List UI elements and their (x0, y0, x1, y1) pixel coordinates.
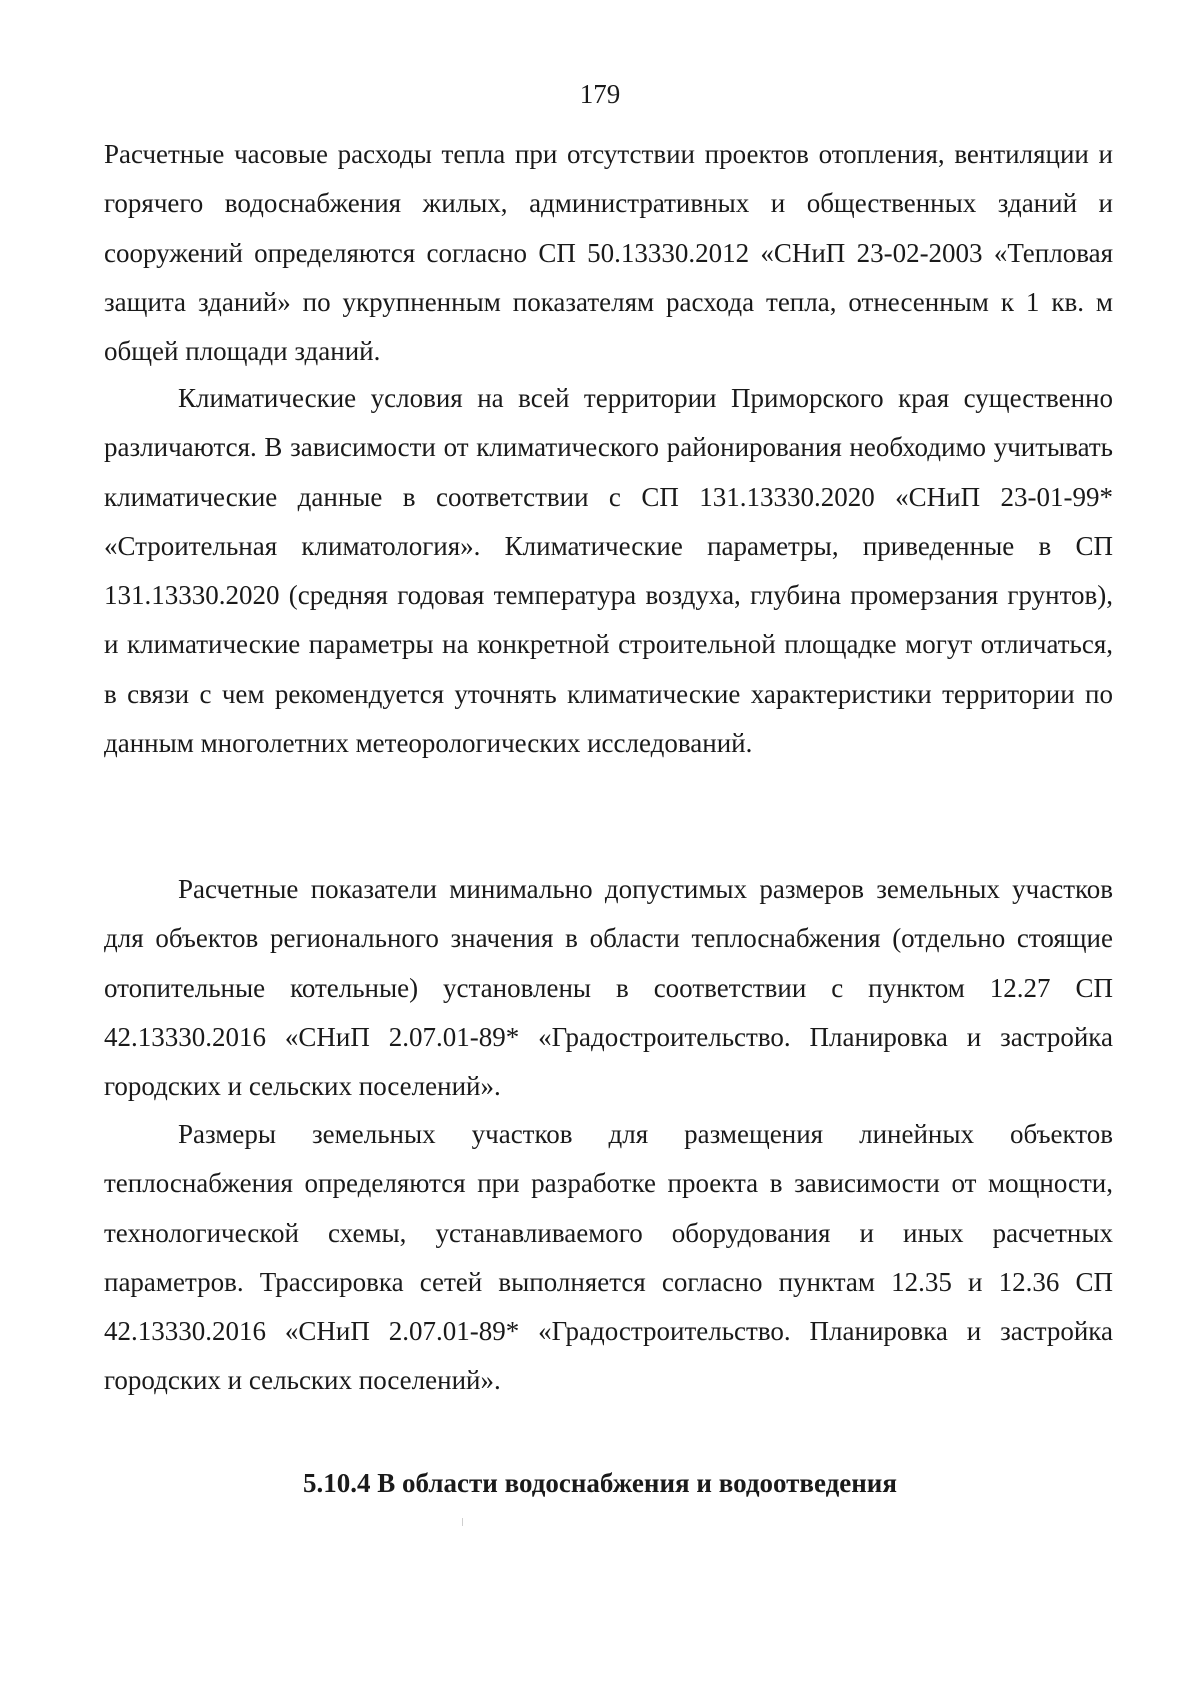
paragraph-climate-conditions (104, 374, 1113, 768)
paragraph-text: Климатические условия на всей территории Приморского края существенно различаются. В зависимости от климатического районирования необходимо учитывать климатические данные в соответствии с СП 131.13330.2020 «СНиП 23-01-99* «Строительная климатология». Климатические параметры, приведенные в СП 131.13330.2020 (средняя годовая температура воздуха, глубина промерзания грунтов), и климатические параметры на конкретной строительной площадке могут отличаться, в связи с чем рекомендуется уточнять климатические характеристики территории по данным многолетних метеорологических исследований. (104, 383, 1113, 759)
paragraph-linear-objects (104, 1110, 1113, 1406)
paragraph-land-plot-indicators (104, 865, 1113, 1111)
paragraph-heat-consumption (104, 130, 1113, 376)
scan-artifact (462, 1518, 463, 1526)
page-number: 179 (579, 79, 621, 109)
paragraph-text: Расчетные показатели минимально допустимых размеров земельных участков для объектов регионального значения в области теплоснабжения (отдельно стоящие отопительные котельные) установлены в соответствии с пунктом 12.27 СП 42.13330.2016 «СНиП 2.07.01-89* «Градостроительство. Планировка и застройка городских и сельских поселений». (104, 874, 1113, 1102)
paragraph-text: Размеры земельных участков для размещения линейных объектов теплоснабжения определяются при разработке проекта в зависимости от мощности, технологической схемы, устанавливаемого оборудования и иных расчетных параметров. Трассировка сетей выполняется согласно пунктам 12.35 и 12.36 СП 42.13330.2016 «СНиП 2.07.01-89* «Градостроительство. Планировка и застройка городских и сельских поселений». (104, 1119, 1113, 1396)
paragraph-text: Расчетные часовые расходы тепла при отсутствии проектов отопления, вентиляции и горячего водоснабжения жилых, административных и общественных зданий и сооружений определяются согласно СП 50.13330.2012 «СНиП 23-02-2003 «Тепловая защита зданий» по укрупненным показателям расхода тепла, отнесенным к 1 кв. м общей площади зданий. (104, 139, 1113, 367)
section-heading: 5.10.4 В области водоснабжения и водоотведения (303, 1468, 897, 1498)
